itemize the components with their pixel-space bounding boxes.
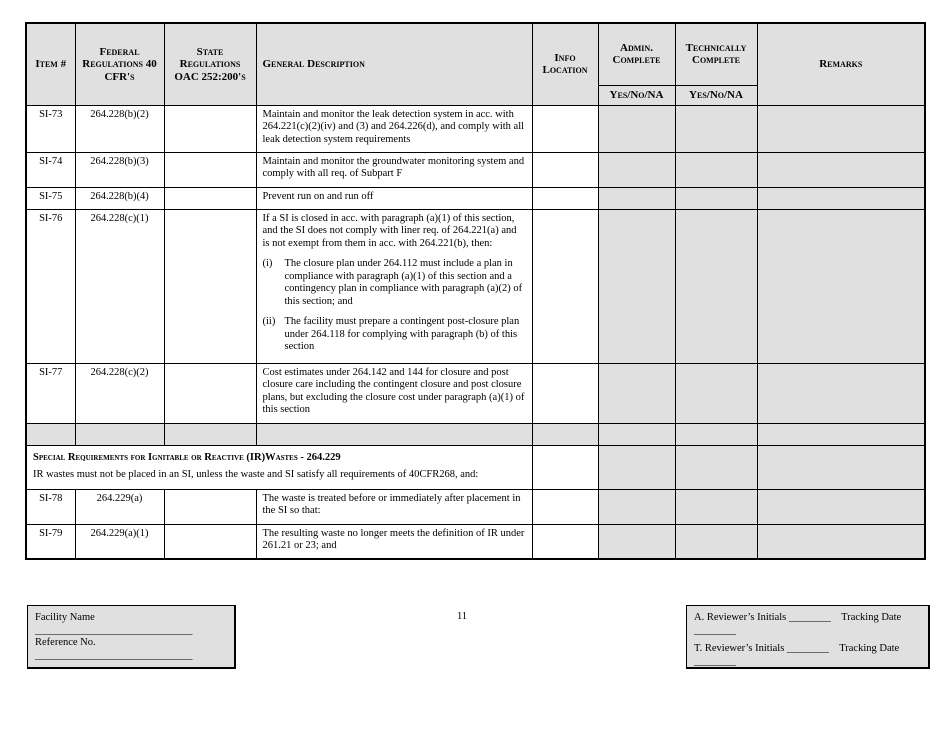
table-row	[26, 209, 925, 363]
header-admin-yesno: Yes/No/NA	[598, 85, 675, 105]
sub-item	[263, 316, 526, 354]
row-item: SI-74	[26, 152, 75, 187]
section-note: IR wastes must not be placed in an SI, unless the waste and SI satisfy all requirements of 40CFR268, and:	[33, 469, 479, 480]
row-description: Prevent run on and run off	[256, 187, 532, 209]
row-description: Maintain and monitor the groundwater monitoring system and comply with all req. of Subpart F	[256, 152, 532, 187]
row-info-location[interactable]	[532, 489, 598, 524]
sub-item-text: The facility must prepare a contingent post-closure plan under 264.118 for complying with paragraph (b) of this section	[284, 316, 520, 352]
row-admin-complete[interactable]	[598, 363, 675, 423]
row-federal: 264.228(b)(4)	[75, 187, 164, 209]
row-remarks[interactable]	[757, 489, 925, 524]
row-technically-complete[interactable]	[675, 152, 757, 187]
row-technically-complete[interactable]	[675, 363, 757, 423]
reviewer-box	[686, 605, 930, 669]
row-admin-complete[interactable]	[598, 445, 675, 489]
row-admin-complete[interactable]	[598, 187, 675, 209]
row-item: SI-79	[26, 524, 75, 559]
row-federal: 264.228(c)(2)	[75, 363, 164, 423]
header-federal: Federal Regulations 40 CFR's	[75, 23, 164, 105]
header-description: General Description	[256, 23, 532, 105]
reference-number-field[interactable]: Reference No. ______________________________	[35, 637, 193, 661]
technical-reviewer-initials-field[interactable]: T. Reviewer’s Initials ________ Tracking Date ________	[694, 643, 902, 667]
row-info-location[interactable]	[532, 524, 598, 559]
section-header	[26, 445, 532, 489]
table-row	[26, 105, 925, 152]
row-admin-complete[interactable]	[598, 209, 675, 363]
section-header-row	[26, 445, 925, 489]
row-remarks[interactable]	[757, 524, 925, 559]
row-admin-complete[interactable]	[598, 105, 675, 152]
row-state[interactable]	[164, 105, 256, 152]
header-remarks: Remarks	[757, 23, 925, 105]
row-federal: 264.229(a)(1)	[75, 524, 164, 559]
row-item: SI-73	[26, 105, 75, 152]
row-remarks[interactable]	[757, 209, 925, 363]
row-state[interactable]	[164, 152, 256, 187]
header-info-location: Info Location	[532, 23, 598, 105]
row-state[interactable]	[164, 209, 256, 363]
row-description: Maintain and monitor the leak detection system in acc. with 264.221(c)(2)(iv) and (3) and 264.226(d), and comply with all leak detection system requirements	[256, 105, 532, 152]
row-info-location[interactable]	[532, 445, 598, 489]
row-admin-complete[interactable]	[598, 489, 675, 524]
row-federal: 264.228(b)(2)	[75, 105, 164, 152]
row-admin-complete[interactable]	[598, 152, 675, 187]
facility-name-field[interactable]: Facility Name ______________________________	[35, 612, 193, 636]
facility-info-box	[27, 605, 236, 669]
row-federal: 264.228(c)(1)	[75, 209, 164, 363]
row-technically-complete[interactable]	[675, 105, 757, 152]
row-state[interactable]	[164, 363, 256, 423]
row-remarks[interactable]	[757, 187, 925, 209]
row-technically-complete[interactable]	[675, 445, 757, 489]
row-remarks[interactable]	[757, 363, 925, 423]
sub-item-text: The closure plan under 264.112 must include a plan in compliance with paragraph (a)(1) of this section and a contingency plan in compliance with paragraph (a)(2) of this section; and	[284, 258, 523, 307]
row-technically-complete[interactable]	[675, 489, 757, 524]
row-description: Cost estimates under 264.142 and 144 for closure and post closure care including the contingent closure and post closure plans, but excluding the closure cost under paragraph (a)(1) of this section	[256, 363, 532, 423]
row-federal: 264.229(a)	[75, 489, 164, 524]
table-row	[26, 187, 925, 209]
row-item: SI-76	[26, 209, 75, 363]
row-technically-complete[interactable]	[675, 209, 757, 363]
header-technically-complete: Technically Complete	[675, 23, 757, 85]
row-state[interactable]	[164, 489, 256, 524]
regulations-checklist-table	[25, 22, 926, 560]
admin-reviewer-initials-field[interactable]: A. Reviewer’s Initials ________ Tracking Date ________	[694, 612, 904, 636]
header-state: State Regulations OAC 252:200's	[164, 23, 256, 105]
row-info-location[interactable]	[532, 105, 598, 152]
row-remarks[interactable]	[757, 445, 925, 489]
row-remarks[interactable]	[757, 105, 925, 152]
table-row	[26, 524, 925, 559]
row-state[interactable]	[164, 524, 256, 559]
table-row	[26, 489, 925, 524]
row-description-intro: If a SI is closed in acc. with paragraph (a)(1) of this section, and the SI does not comply with liner req. of 264.221(a) and is not exempt from them in acc. with 264.221(b), then:	[262, 212, 517, 249]
header-admin-complete: Admin. Complete	[598, 23, 675, 85]
row-description	[256, 209, 532, 363]
row-technically-complete[interactable]	[675, 187, 757, 209]
sub-item-number: (ii)	[262, 316, 276, 327]
sub-item	[263, 258, 526, 308]
row-state[interactable]	[164, 187, 256, 209]
page-number: 11	[456, 611, 468, 622]
header-tech-yesno: Yes/No/NA	[675, 85, 757, 105]
header-item: Item #	[26, 23, 75, 105]
sub-item-number: (i)	[262, 258, 273, 269]
row-item: SI-77	[26, 363, 75, 423]
row-item: SI-75	[26, 187, 75, 209]
row-description: The resulting waste no longer meets the definition of IR under 261.21 or 23; and	[256, 524, 532, 559]
section-title: Special Requirements for Ignitable or Reactive (IR)Wastes - 264.229	[33, 451, 341, 463]
row-technically-complete[interactable]	[675, 524, 757, 559]
row-description: The waste is treated before or immediately after placement in the SI so that:	[256, 489, 532, 524]
table-row	[26, 363, 925, 423]
row-admin-complete[interactable]	[598, 524, 675, 559]
row-info-location[interactable]	[532, 209, 598, 363]
table-row	[26, 152, 925, 187]
row-federal: 264.228(b)(3)	[75, 152, 164, 187]
row-info-location[interactable]	[532, 187, 598, 209]
row-remarks[interactable]	[757, 152, 925, 187]
row-info-location[interactable]	[532, 152, 598, 187]
row-info-location[interactable]	[532, 363, 598, 423]
spacer-row	[26, 423, 925, 445]
row-item: SI-78	[26, 489, 75, 524]
